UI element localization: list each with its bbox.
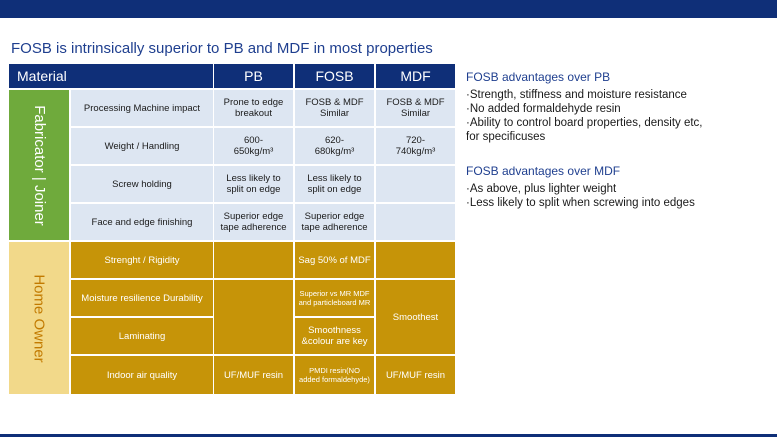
row-label-moisture: Moisture resilience Durability bbox=[71, 280, 213, 316]
pb-advantage-item: for specificuses bbox=[466, 131, 546, 143]
header-fosb: FOSB bbox=[295, 64, 374, 88]
group-home-owner-label: Home Owner bbox=[30, 273, 48, 363]
row-label-screw-holding: Screw holding bbox=[71, 166, 213, 202]
cell-mdf-screw-holding bbox=[376, 166, 455, 202]
cell-fosb-face-edge: Superior edge tape adherence bbox=[295, 204, 374, 240]
cell-fosb-screw-holding: Less likely to split on edge bbox=[295, 166, 374, 202]
cell-fosb-laminating: Smoothness &colour are key bbox=[295, 318, 374, 354]
cell-mdf-weight: 720- 740kg/m³ bbox=[376, 128, 455, 164]
cell-mdf-processing: FOSB & MDF Similar bbox=[376, 90, 455, 126]
cell-fosb-weight: 620- 680kg/m³ bbox=[295, 128, 374, 164]
pb-advantage-item: ·No added formaldehyde resin bbox=[466, 103, 621, 115]
mdf-advantages bbox=[466, 164, 695, 210]
cell-fosb-strength: Sag 50% of MDF bbox=[295, 242, 374, 278]
header-material: Material bbox=[9, 64, 213, 88]
group-fabricator-joiner bbox=[9, 90, 69, 240]
cell-pb-weight: 600- 650kg/m³ bbox=[214, 128, 293, 164]
header-pb: PB bbox=[214, 64, 293, 88]
cell-pb-face-edge: Superior edge tape adherence bbox=[214, 204, 293, 240]
pb-advantage-item: ·Ability to control board properties, density etc, bbox=[466, 117, 703, 129]
page-title: FOSB is intrinsically superior to PB and MDF in most properties bbox=[11, 40, 433, 57]
cell-fosb-indoor-air: PMDI resin(NO added formaldehyde) bbox=[295, 356, 374, 394]
header-mdf: MDF bbox=[376, 64, 455, 88]
pb-advantages bbox=[466, 70, 703, 144]
row-label-indoor-air: Indoor air quality bbox=[71, 356, 213, 394]
cell-pb-moisture-laminating bbox=[214, 280, 293, 354]
cell-fosb-moisture: Superior vs MR MDF and particleboard MR bbox=[295, 280, 374, 316]
row-label-weight: Weight / Handling bbox=[71, 128, 213, 164]
pb-advantage-item: ·Strength, stiffness and moisture resistance bbox=[466, 89, 687, 101]
cell-fosb-processing: FOSB & MDF Similar bbox=[295, 90, 374, 126]
cell-pb-screw-holding: Less likely to split on edge bbox=[214, 166, 293, 202]
row-label-face-edge: Face and edge finishing bbox=[71, 204, 213, 240]
cell-pb-strength bbox=[214, 242, 293, 278]
row-label-laminating: Laminating bbox=[71, 318, 213, 354]
top-banner bbox=[0, 0, 777, 18]
pb-advantages-heading: FOSB advantages over PB bbox=[466, 70, 611, 84]
group-home-owner bbox=[9, 242, 69, 394]
mdf-advantage-item: ·Less likely to split when screwing into edges bbox=[466, 197, 695, 209]
cell-mdf-strength bbox=[376, 242, 455, 278]
cell-mdf-moisture-laminating: Smoothest bbox=[376, 280, 455, 354]
cell-mdf-indoor-air: UF/MUF resin bbox=[376, 356, 455, 394]
mdf-advantage-item: ·As above, plus lighter weight bbox=[466, 183, 617, 195]
group-fabricator-label: Fabricator | Joiner bbox=[30, 104, 48, 226]
row-label-strength: Strenght / Rigidity bbox=[71, 242, 213, 278]
mdf-advantages-heading: FOSB advantages over MDF bbox=[466, 164, 621, 178]
cell-pb-indoor-air: UF/MUF resin bbox=[214, 356, 293, 394]
cell-mdf-face-edge bbox=[376, 204, 455, 240]
cell-pb-processing: Prone to edge breakout bbox=[214, 90, 293, 126]
row-label-processing: Processing Machine impact bbox=[71, 90, 213, 126]
